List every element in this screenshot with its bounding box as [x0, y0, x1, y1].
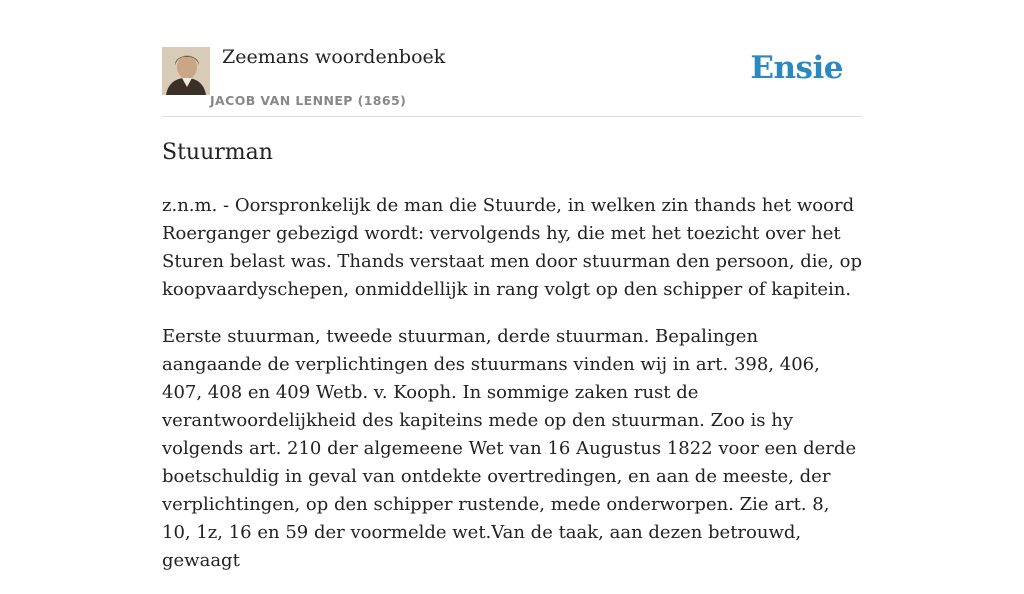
page-container — [162, 0, 863, 571]
entry-title: Stuurman — [162, 140, 273, 165]
header — [162, 0, 862, 117]
entry-paragraph: Eerste stuurman, tweede stuurman, derde stuurman. Bepalingen aangaande de verplichtingen des stuurmans vinden wij in art. 398, 406, 407, 408 en 409 Wetb. v. Kooph. In sommige zaken rust de verantwoordelijkheid des kapiteins mede op den stuurman. Zoo is hy volgends art. 210 der algemeene Wet van 16 Augustus 1822 voor een derde boetschuldig in geval van ontdekte overtredingen, en aan de meeste, der verplichtingen, op den schipper rustende, mede onderworpen. Zie art. 8, 10, 1z, 16 en 59 der voormelde wet.Van de taak, aan dezen betrouwd, gewaagt — [162, 326, 857, 571]
author-portrait-avatar[interactable] — [162, 47, 210, 95]
ensie-logo[interactable]: Ensie — [750, 50, 843, 86]
author-name[interactable]: JACOB VAN LENNEP (1865) — [210, 93, 407, 108]
book-title[interactable]: Zeemans woordenboek — [222, 46, 446, 68]
entry-paragraph: z.n.m. - Oorspronkelijk de man die Stuurde, in welken zin thands het woord Roerganger gebezigd wordt: vervolgends hy, die met het toezicht over het Sturen belast was. Thands verstaat men door stuurman den persoon, die, op koopvaardyschepen, onmiddellijk in rang volgt op den schipper of kapitein. — [162, 195, 863, 300]
portrait-icon — [162, 47, 210, 95]
entry-body — [162, 192, 862, 594]
